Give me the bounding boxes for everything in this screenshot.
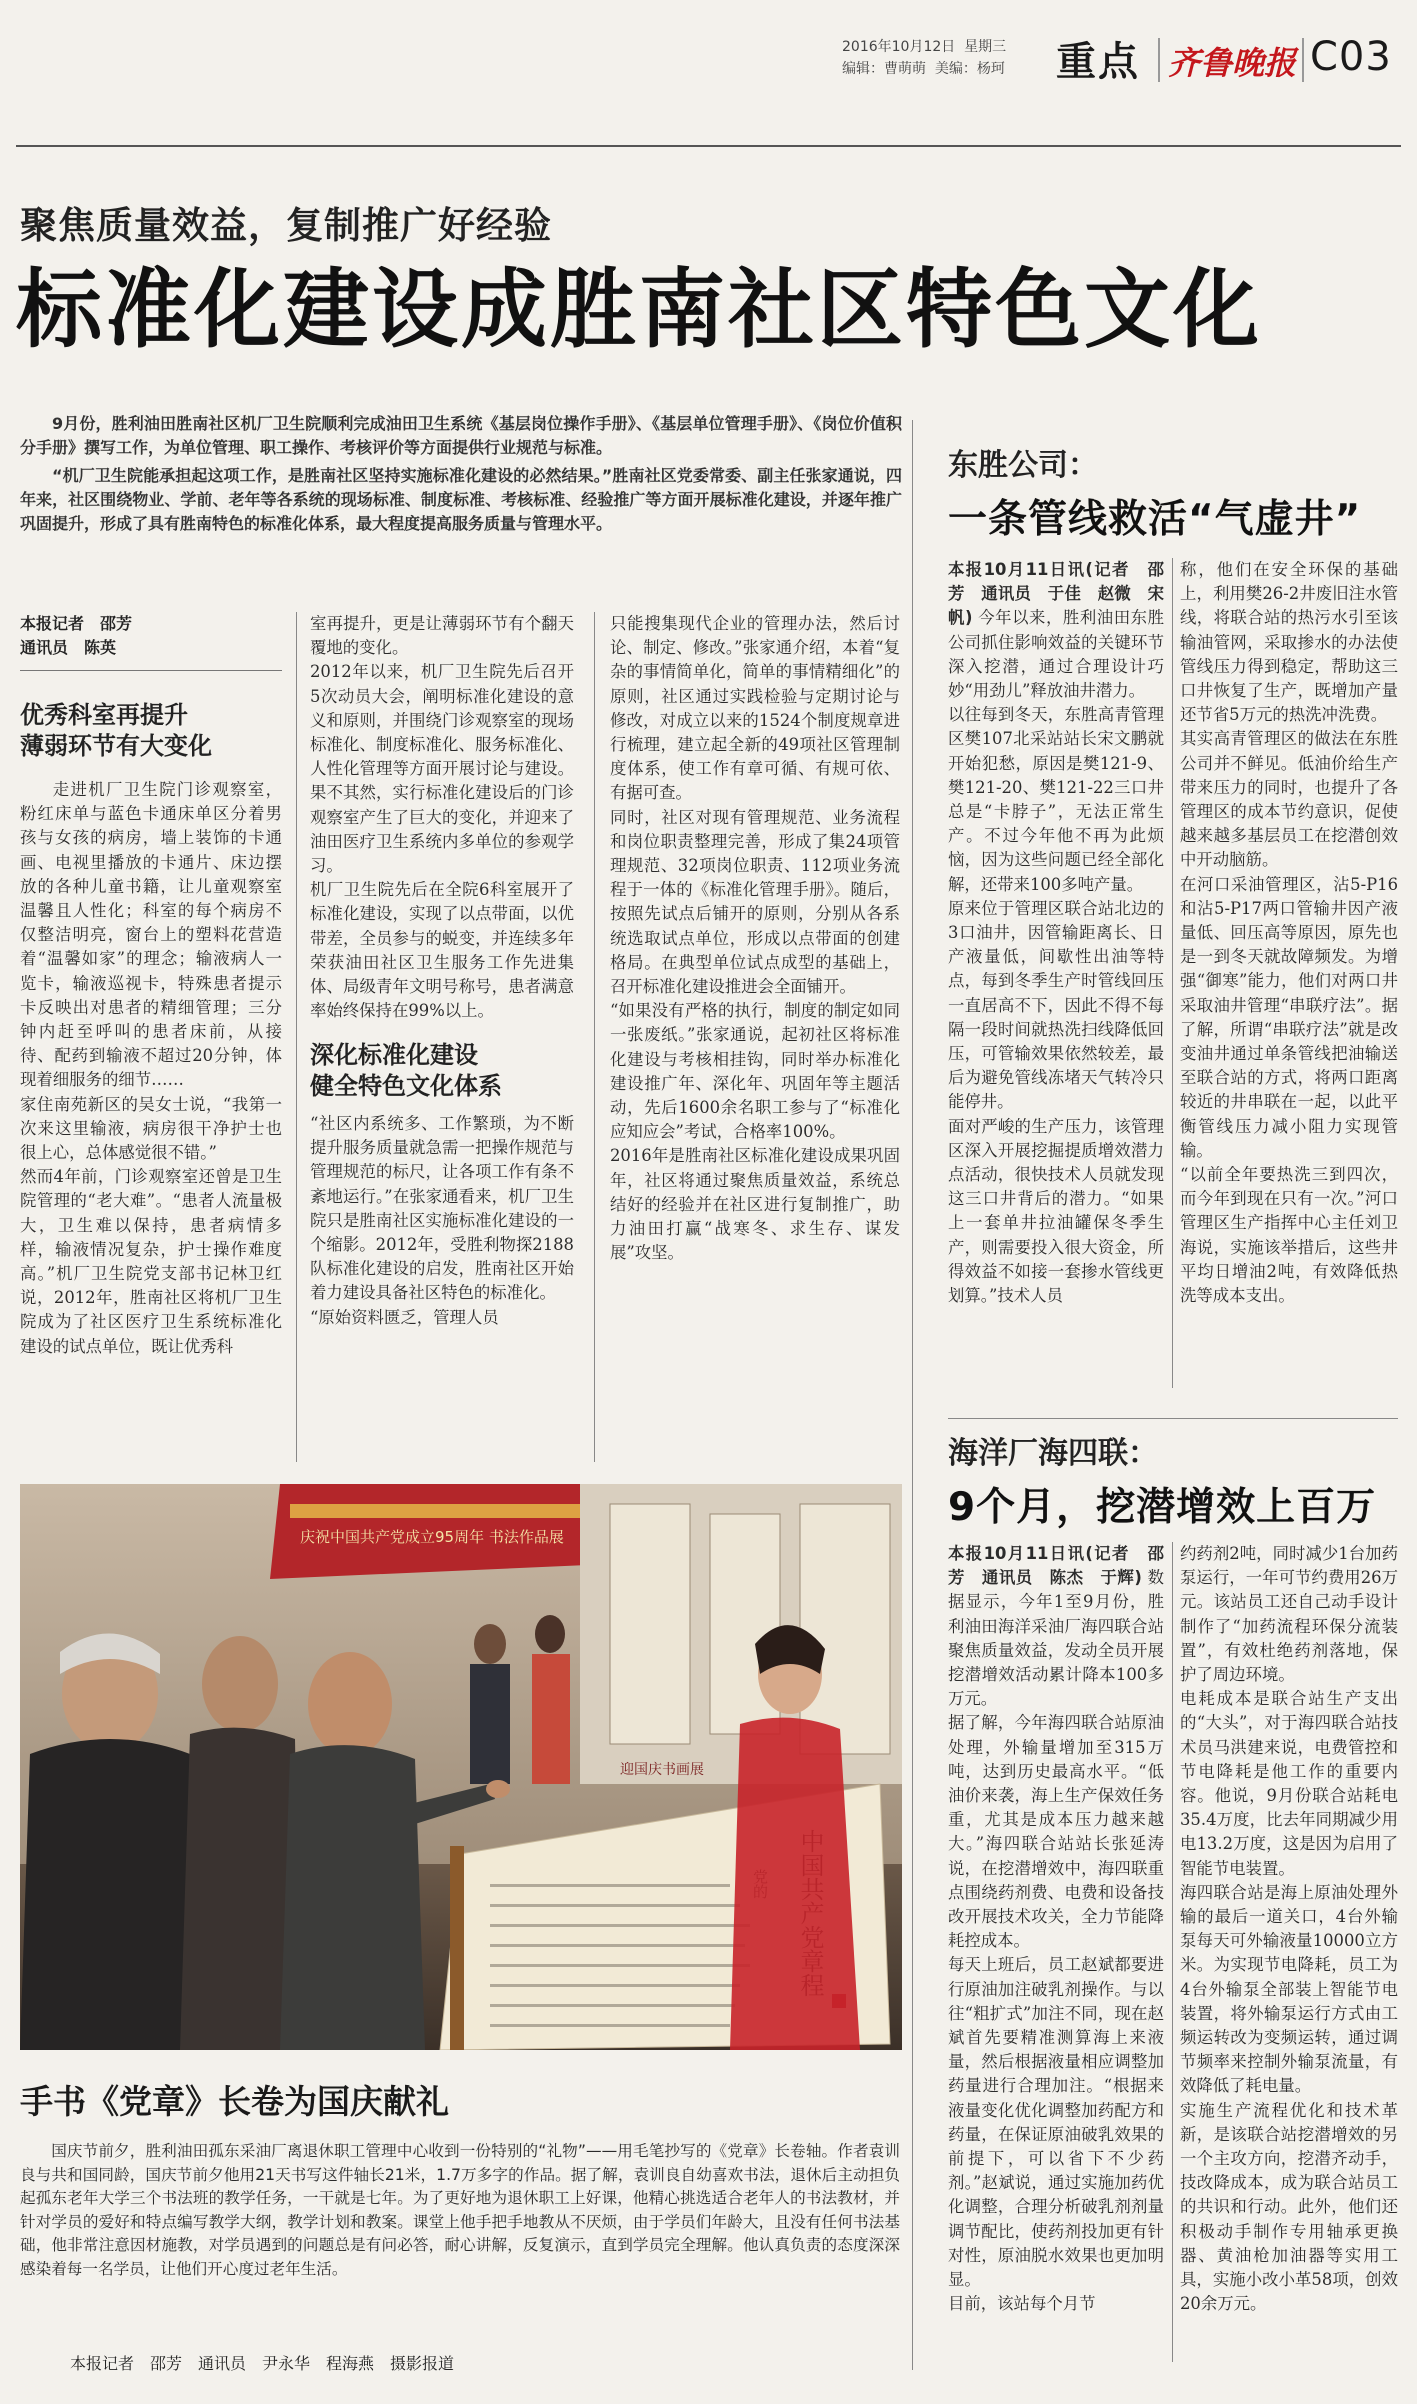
byline-correspondent: 通讯员 陈英 bbox=[20, 638, 117, 657]
subhead-2: 深化标准化建设 健全特色文化体系 bbox=[310, 1041, 502, 1100]
story3-text-a: 数据显示，今年1至9月份，胜利油田海洋采油厂海四联合站聚焦质量效益，发动全员开展挖潜增效活动累计降本100多万元。 据了解，今年海四联合站原油处理，外输量增加至315万吨，达到历史最高水平。“低油价来袭，海上生产保效任务重，尤其是成本压力越来越大。”海四联合站站长张延涛说，在挖潜增效中，海四联重点围绕药剂费、电费和设备技改开展技术攻关，全力节能降耗控成本。 每天上班后，员工赵斌都要进行原油加注破乳剂操作。与以往“粗扩式”加注不同，现在赵斌首先要精准测算海上来液量，然后根据液量相应调整加药量进行合理加注。“根据来液量变化优化调整加药配方和药量，在保证原油破乳效果的前提下，可以省下不少药剂。”赵斌说，通过实施加药优化调整，合理分析破乳剂剂量调节配比，使药剂投加更有针对性，原油脱水效果也更加明显。 目前，该站每个月节 bbox=[948, 1568, 1164, 2314]
section-name: 重点 bbox=[1056, 39, 1140, 85]
page-number: C03 bbox=[1310, 34, 1392, 80]
story2-column-b: 称，他们在安全环保的基础上，利用樊26-2井废旧注水管线，将联合站的热污水引至该输油管网，采取掺水的办法使管线压力得到稳定，帮助这三口井恢复了生产，既增加产量还节省5万元的热洗冲洗费。 其实高青管理区的做法在东胜公司并不鲜见。低油价给生产带来压力的同时，也提升了各管理区的成本节约意识，促使越来越多基层员工在挖潜创效中开动脑筋。 在河口采油管理区，沾5-P16和沾5-P17两口管输井因产液量低、回压高等原因，原先也是一到冬天就故障频发。为增强“御寒”能力，他们对两口井采取油井管理“串联疗法”。据了解，所谓“串联疗法”就是改变油井通过单条管线把油输送至联合站的方式，将两口距离较近的井串联在一起，以此平衡管线压力减小阻力实现管输。 “以前全年要热洗三到四次，而今年到现在只有一次。”河口管理区生产指挥中心主任刘卫海说，实施该举措后，这些井平均日增油2吨，有效降低热洗等成本支出。 bbox=[1180, 560, 1398, 1306]
story2-text-a: 今年以来，胜利油田东胜公司抓住影响效益的关键环节深入挖潜，通过合理设计巧妙“用劲儿”释放油井潜力。 以往每到冬天，东胜高青管理区樊107北采站站长宋文鹏就开始犯愁，原因是樊121-9、樊121-20、樊121-22三口井总是“卡脖子”，无法正常生产。不过今年他不再为此烦恼，因为这些问题已经全部化解，还带来100多吨产量。 原来位于管理区联合站北边的3口油井，因管输距离长、日产液量低，间歇性出油等特点，每到冬季生产时管线回压一直居高不下，因此不得不每隔一段时间就热洗扫线降低回压，可管输效果依然较差，最后为避免管线冻堵天气转冷只能停井。 面对严峻的生产压力，该管理区深入开展挖掘提质增效潜力点活动，很快技术人员就发现这三口井背后的潜力。“如果上一套单井拉油罐保冬季生产，则需要投入很大资金，所得效益不如接一套掺水管线更划算。”技术人员 bbox=[948, 608, 1164, 1306]
photo-backdrop-text: 迎国庆书画展 bbox=[620, 1762, 704, 1778]
story2-kicker: 东胜公司： bbox=[948, 448, 1098, 483]
photo-illustration bbox=[20, 1484, 902, 2050]
banner-strip bbox=[290, 1504, 590, 1518]
main-column-2a: 室再提升，更是让薄弱环节有个翻天覆地的变化。 2012年以来，机厂卫生院先后召开5次动员大会，阐明标准化建设的意义和原则，并围绕门诊观察室的现场标准化、制度标准化、服务标准化、人性化管理等方面开展讨论与建设。果不其然，实行标准化建设后的门诊观察室产生了巨大的变化，并迎来了油田医疗卫生系统内多单位的参观学习。 机厂卫生院先后在全院6科室展开了标准化建设，实现了以点带面，以优带差，全员参与的蜕变，并连续多年荣获油田社区卫生服务工作先进集体、局级青年文明号称号，患者满意率始终保持在99%以上。 bbox=[310, 614, 574, 1020]
story3-column-a bbox=[948, 1542, 1164, 2382]
newspaper-logo: 齐鲁晚报 bbox=[1168, 44, 1297, 82]
subhead-1: 优秀科室再提升 薄弱环节有大变化 bbox=[20, 701, 212, 760]
main-lead bbox=[20, 412, 902, 536]
designer-credit: 美编：杨珂 bbox=[934, 61, 1005, 77]
masthead-separator-2 bbox=[1302, 38, 1304, 82]
story2-dateline: 本报10月11日讯(记者 邵芳 通讯员 于佳 赵微 宋帆) bbox=[948, 560, 1164, 628]
story3-dateline: 本报10月11日讯(记者 邵芳 通讯员 陈杰 于辉) bbox=[948, 1544, 1164, 1588]
column-divider bbox=[1172, 558, 1173, 1388]
main-headline: 标准化建设成胜南社区特色文化 bbox=[16, 260, 1262, 360]
masthead-date bbox=[842, 36, 1006, 56]
photo-story-text: 国庆节前夕，胜利油田孤东采油厂离退休职工管理中心收到一份特别的“礼物”——用毛笔抄写的《党章》长卷轴。作者袁训良与共和国同龄，国庆节前夕他用21天书写这件轴长21米，1.7万多字的作品。据了解，袁训良自幼喜欢书法，退休后主动担负起孤东老年大学三个书法班的教学任务，一干就是七年。为了更好地为退休职工上好课，他精心挑选适合老年人的书法教材，并针对学员的爱好和特点编写教学大纲，教学计划和教案。课堂上他手把手地教从不厌烦，由于学员们年龄大，且没有任何书法基础，他非常注意因材施教，对学员遇到的问题总是有问必答，耐心讲解，反复演示，直到学员完全理解。他认真负责的态度深深感染着每一名学员，让他们开心度过老年生活。 bbox=[20, 2142, 900, 2278]
column-divider bbox=[912, 420, 913, 2370]
masthead-separator bbox=[1158, 38, 1160, 82]
main-column-3: 只能搜集现代企业的管理办法，然后讨论、制定、修改。”张家通介绍，本着“复杂的事情简单化，简单的事情精细化”的原则，社区通过实践检验与定期讨论与修改，对成立以来的1524个制度规章进行梳理，建立起全新的49项社区管理制度体系，使工作有章可循、有规可依、有据可查。 同时，社区对现有管理规范、业务流程和岗位职责整理完善，形成了集24项管理规范、32项岗位职责、112项业务流程于一体的《标准化管理手册》。随后，按照先试点后铺开的原则，分别从各系统选取试点单位，形成以点带面的创建格局。在典型单位试点成型的基础上，召开标准化建设推进会全面铺开。 “如果没有严格的执行，制度的制定如同一张废纸。”张家通说，起初社区将标准化建设与考核相挂钩，同时举办标准化建设推广年、深化年、巩固年等主题活动，先后1600余名职工参与了“标准化应知应会”考试，合格率100%。 2016年是胜南社区标准化建设成果巩固年，社区将通过聚焦质量效益，系统总结好的经验并在社区进行复制推广，助力油田打赢“战寒冬、求生存、谋发展”攻坚。 bbox=[610, 614, 900, 1263]
masthead-rule bbox=[16, 145, 1401, 147]
byline bbox=[20, 612, 132, 660]
main-column-2b: “社区内系统多、工作繁琐，为不断提升服务质量就急需一把操作规范与管理规范的标尺，让各项工作有条不紊地运行。”在张家通看来，机厂卫生院只是胜南社区实施标准化建设的一个缩影。2012年，受胜利物探2188队标准化建设的启发，胜南社区开始着力建设具备社区特色的标准化。 “原始资料匮乏，管理人员 bbox=[310, 1114, 574, 1327]
main-column-1: 走进机厂卫生院门诊观察室，粉红床单与蓝色卡通床单区分着男孩与女孩的病房，墙上装饰的卡通画、电视里播放的卡通片、床边摆放的各种儿童书籍，让儿童观察室温馨且人性化；科室的每个病房不仅整洁明亮，窗台上的塑料花营造着“温馨如家”的理念；输液病人一览卡，输液巡视卡，特殊患者提示卡反映出对患者的精细管理；三分钟内赶至呼叫的患者床前，从接待、配药到输液不超过20分钟，体现着细服务的细节…… 家住南苑新区的吴女士说，“我第一次来这里输液，病房很干净护士也很上心，总体感觉很不错。” 然而4年前，门诊观察室还曾是卫生院管理的“老大难”。“患者人流量极大，卫生难以保持，患者病情多样，输液情况复杂，护士操作难度高。”机厂卫生院党支部书记林卫红说，2012年，胜南社区将机厂卫生院成为了社区医疗卫生系统标准化建设的试点单位，既让优秀科 bbox=[20, 780, 282, 1356]
lead-paragraph-1: 9月份，胜利油田胜南社区机厂卫生院顺利完成油田卫生系统《基层岗位操作手册》、《基层单位管理手册》、《岗位价值积分手册》撰写工作，为单位管理、职工操作、考核评价等方面提供行业规范与标准。 bbox=[20, 414, 902, 457]
column-divider bbox=[594, 612, 595, 1462]
issue-weekday: 星期三 bbox=[964, 39, 1007, 55]
masthead-editors bbox=[842, 58, 1005, 78]
story3-headline: 9个月，挖潜增效上百万 bbox=[948, 1485, 1377, 1530]
byline-rule bbox=[20, 670, 282, 671]
photo-banner-text: 庆祝中国共产党成立95周年 书法作品展 bbox=[300, 1528, 564, 1546]
photo-story-credit: 本报记者 邵芳 通讯员 尹永华 程海燕 摄影报道 bbox=[70, 2354, 455, 2373]
story2-headline: 一条管线救活“气虚井” bbox=[948, 497, 1362, 542]
main-kicker: 聚焦质量效益，复制推广好经验 bbox=[20, 204, 552, 247]
lead-paragraph-2: “机厂卫生院能承担起这项工作，是胜南社区坚持实施标准化建设的必然结果。”胜南社区党委常委、副主任张家通说，四年来，社区围绕物业、学前、老年等各系统的现场标准、制度标准、考核标准、经验推广等方面开展标准化建设，并逐年推广巩固提升，形成了具有胜南特色的标准化体系，最大程度提高服务质量与管理水平。 bbox=[20, 466, 902, 533]
column-divider bbox=[1172, 1542, 1173, 2362]
editor-credit: 编辑：曹萌萌 bbox=[842, 61, 926, 77]
story3-column-b: 约药剂2吨，同时减少1台加药泵运行，一年可节约费用26万元。该站员工还自己动手设计制作了“加药流程环保分流装置”，有效杜绝药剂落地，保护了周边环境。 电耗成本是联合站生产支出的“大头”，对于海四联合站技术员马洪建来说，电费管控和节电降耗是他工作的重要内容。他说，9月份联合站耗电35.4万度，比去年同期减少用电13.2万度，这是因为启用了智能节电装置。 海四联合站是海上原油处理外输的最后一道关口，4台外输泵每天可外输液量10000立方米。为实现节电降耗，员工为4台外输泵全部装上智能节电装置，将外输泵运行方式由工频运转改为变频运转，通过调节频率来控制外输泵流量，有效降低了耗电量。 实施生产流程优化和技术革新，是该联合站挖潜增效的另一个主攻方向，挖潜齐动手，技改降成本，成为联合站员工的共识和行动。此外，他们还积极动手制作专用轴承更换器、黄油枪加油器等实用工具，实施小改小革58项，创效20余万元。 bbox=[1180, 1544, 1398, 2314]
news-photo bbox=[20, 1484, 902, 2050]
byline-reporter: 本报记者 邵芳 bbox=[20, 614, 133, 633]
story-separator bbox=[948, 1418, 1398, 1419]
story2-column-a bbox=[948, 558, 1164, 1410]
photo-story-headline: 手书《党章》长卷为国庆献礼 bbox=[20, 2082, 449, 2121]
story3-kicker: 海洋厂海四联： bbox=[948, 1436, 1158, 1471]
column-divider bbox=[296, 612, 297, 1462]
issue-date: 2016年10月12日 bbox=[842, 39, 956, 55]
